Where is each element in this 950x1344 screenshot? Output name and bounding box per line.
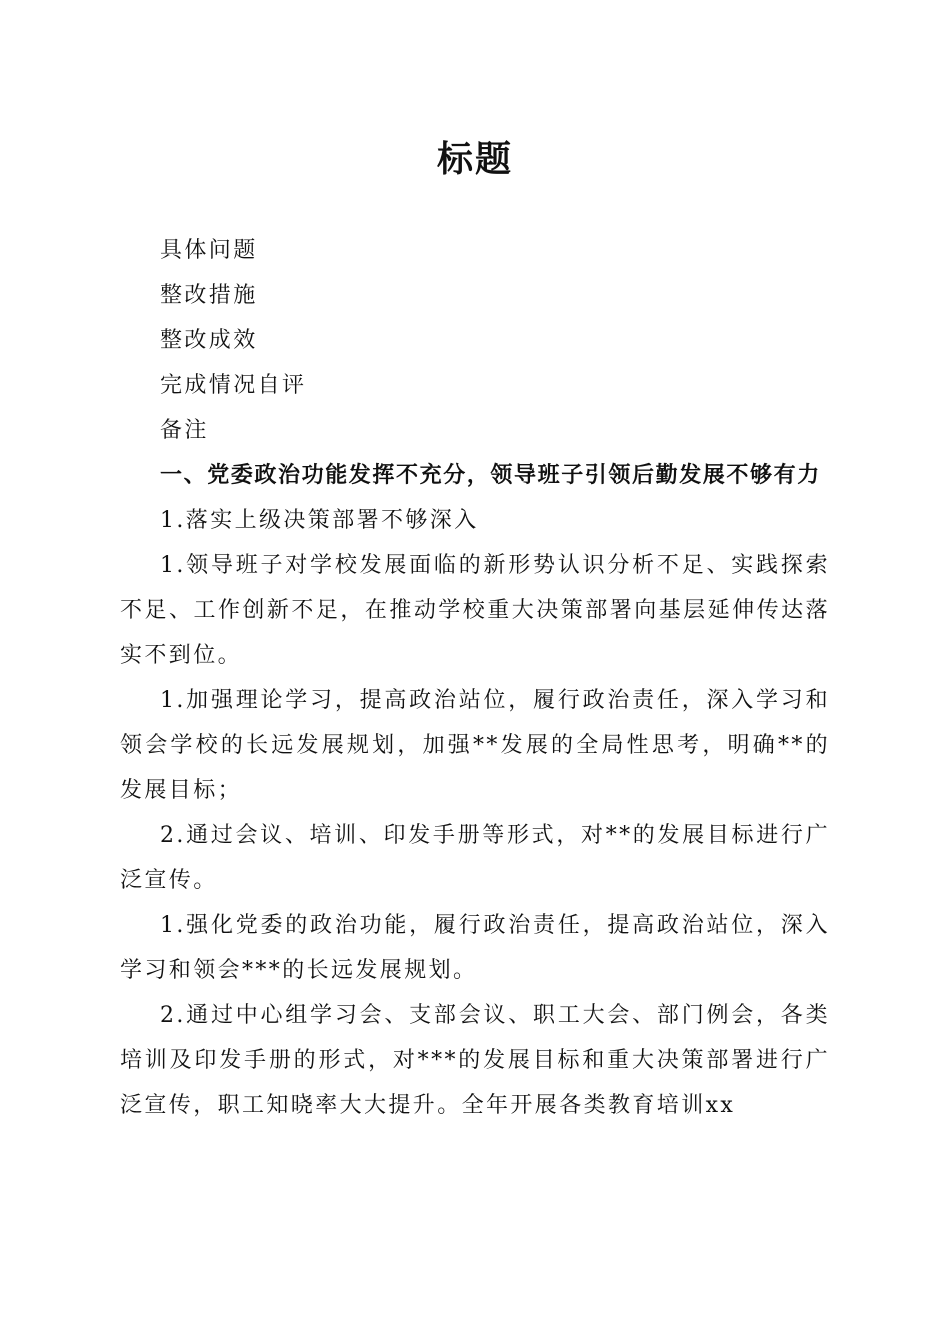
paragraph: 2.通过会议、培训、印发手册等形式，对**的发展目标进行广泛宣传。 [120, 823, 830, 893]
document-body [120, 228, 830, 1128]
paragraph: 1.加强理论学习，提高政治站位，履行政治责任，深入学习和领会学校的长远发展规划，加强**发展的全局性思考，明确**的发展目标； [120, 688, 830, 803]
paragraph: 1.领导班子对学校发展面临的新形势认识分析不足、实践探索不足、工作创新不足，在推动学校重大决策部署向基层延伸传达落实不到位。 [120, 553, 830, 668]
document-title: 标题 [436, 138, 513, 180]
paragraph: 1.强化党委的政治功能，履行政治责任，提高政治站位，深入学习和领会***的长远发展规划。 [120, 913, 830, 983]
paragraph: 备注 [160, 418, 209, 443]
paragraph: 整改措施 [160, 283, 258, 308]
paragraph: 具体问题 [160, 238, 258, 263]
paragraph: 2.通过中心组学习会、支部会议、职工大会、部门例会，各类培训及印发手册的形式，对***的发展目标和重大决策部署进行广泛宣传，职工知晓率大大提升。全年开展各类教育培训xx [120, 1003, 830, 1118]
paragraph: 1.落实上级决策部署不够深入 [160, 508, 479, 533]
paragraph: 整改成效 [160, 328, 258, 353]
section-heading: 一、党委政治功能发挥不充分，领导班子引领后勤发展不够有力 [160, 463, 821, 488]
paragraph: 完成情况自评 [160, 373, 307, 398]
